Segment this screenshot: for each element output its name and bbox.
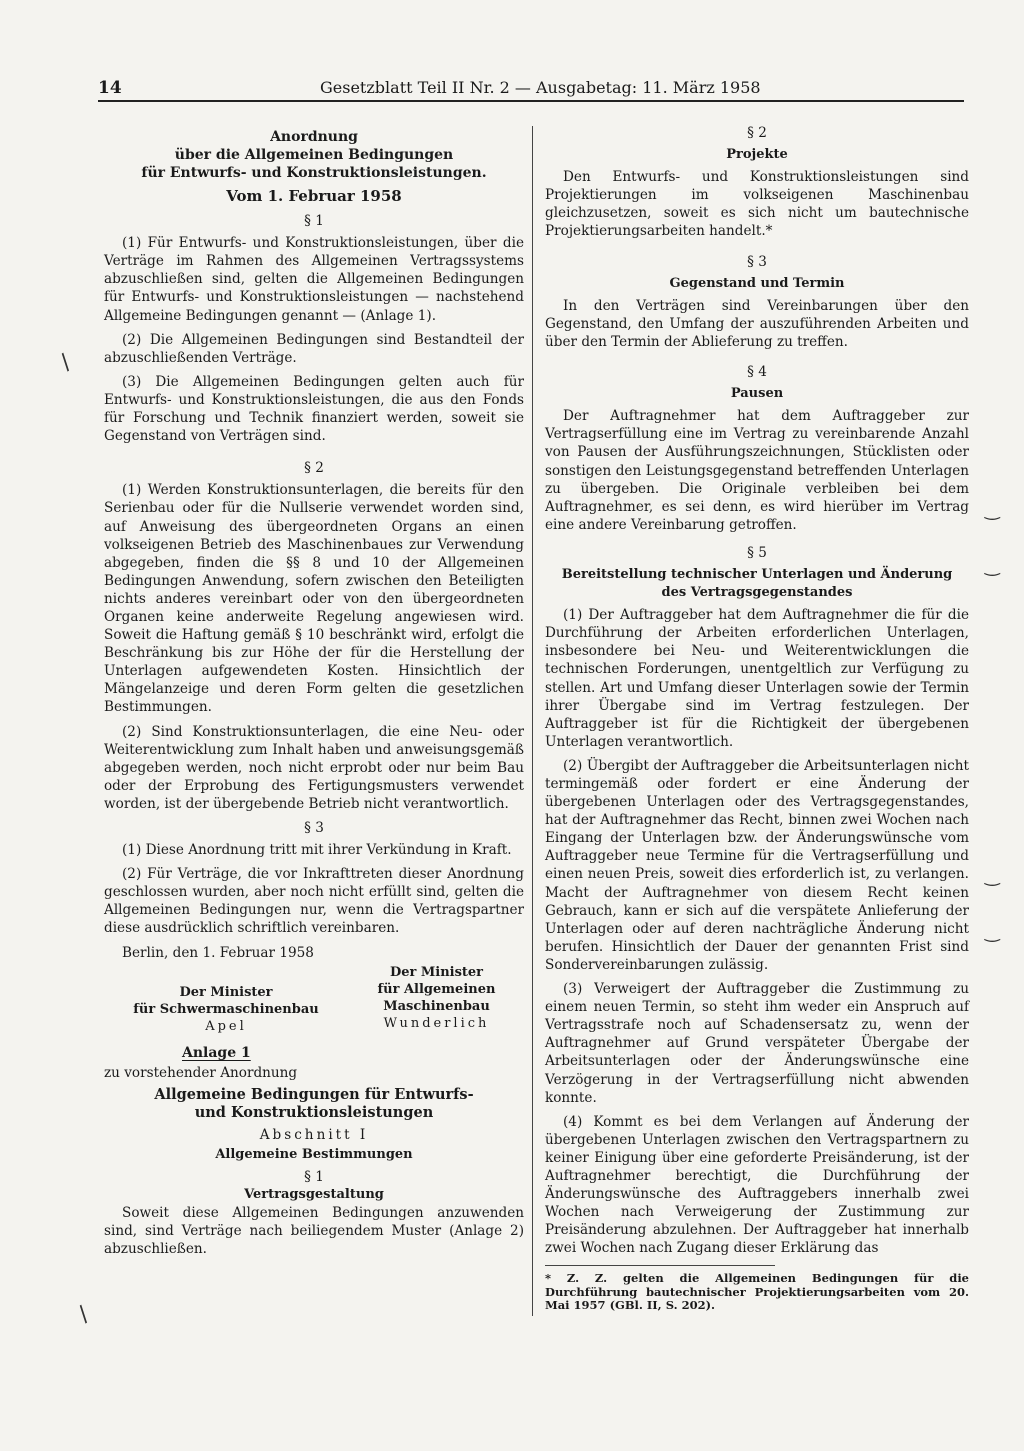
section-heading: § 1	[304, 213, 324, 230]
annex-heading: Anlage 1	[182, 1044, 251, 1061]
signatory-name: Apel	[205, 1018, 247, 1034]
section-heading: § 3	[747, 253, 767, 270]
section-heading: § 5	[747, 544, 767, 561]
signatory-ministry: Maschinenbau	[383, 998, 490, 1014]
paragraph: (3) Die Allgemeinen Bedingungen gelten auch für Entwurfs- und Konstruktionsleistungen, die aus den Fonds für Forschung und Technik finanziert werden, soweit sie Gegenstand von Verträgen sind.	[104, 373, 524, 445]
section-heading: § 3	[304, 820, 324, 836]
chapter-title: Allgemeine Bestimmungen	[215, 1146, 413, 1162]
section-title-line: des Vertragsgegenstandes	[661, 585, 853, 601]
margin-curve-mark: ‿	[985, 556, 1000, 577]
section-heading: § 1	[304, 1169, 324, 1186]
paragraph: (2) Für Verträge, die vor Inkrafttreten dieser Anordnung geschlossen wurden, aber noch nicht erfüllt sind, gelten die Allgemeinen Bedingungen nur, wenn die Vertragspartner diese ausdrücklich schriftlich vereinbaren.	[104, 866, 524, 937]
paragraph: (3) Verweigert der Auftraggeber die Zustimmung zu einem neuen Termin, so steht ihm weder ein Anspruch auf Vertragsstrafe noch auf Schadensersatz zu, wenn der Auftragnehmer auf Grund verspäteter Übergabe der Arbeitsunterlagen oder der Änderungswünsche eine Verzögerung in der Vertragserfüllung nicht abwenden konnte.	[545, 981, 969, 1106]
ordinance-date: Vom 1. Februar 1958	[226, 187, 402, 205]
paragraph: Soweit diese Allgemeinen Bedingungen anzuwenden sind, sind Verträge nach beiliegendem Muster (Anlage 2) abzuschließen.	[104, 1205, 524, 1258]
paragraph: Der Auftragnehmer hat dem Auftraggeber zur Vertragserfüllung eine im Vertrag zu vereinbarende Anzahl von Pausen der Ausführungszeichnungen, Stücklisten oder sonstigen den Leistungsgegenstand betreffenden Unterlagen zu übergeben. Die Originale verbleiben bei dem Auftragnehmer, es sei denn, es wird hierüber im Vertrag eine andere Vereinbarung getroffen.	[545, 408, 969, 533]
page-header	[98, 78, 964, 100]
paragraph: (2) Die Allgemeinen Bedingungen sind Bestandteil der abzuschließenden Verträge.	[104, 331, 524, 366]
paragraph: In den Verträgen sind Vereinbarungen über den Gegenstand, den Umfang der auszuführenden Arbeiten und über den Termin der Ablieferung zu treffen.	[545, 297, 969, 350]
ordinance-title-line: für Entwurfs- und Konstruktionsleistungen.	[141, 165, 487, 181]
section-heading: § 2	[304, 460, 324, 477]
conditions-title-line: und Konstruktionsleistungen	[194, 1103, 434, 1121]
annex-subtitle: zu vorstehender Anordnung	[104, 1064, 298, 1081]
running-title: Gesetzblatt Teil II Nr. 2 — Ausgabetag: 11. März 1958	[320, 78, 761, 97]
margin-curve-mark: ‿	[985, 500, 1000, 521]
paragraph: (1) Werden Konstruktionsunterlagen, die bereits für den Serienbau oder für die Nullserie verwendet worden sind, auf Anweisung des übergeordneten Organs an einen volkseigenen Betrieb des Maschinenbaues zur Verwendung abgegeben, finden die §§ 8 und 10 der Allgemeinen Bedingungen Anwendung, sofern zwischen den Beteiligten nichts anderes vereinbart oder von den übergeordneten Organen keine anderweite Regelung angewiesen wird. Soweit die Haftung gemäß § 10 beschränkt wird, erfolgt die Beschränkung bis zur Höhe der für die Herstellung der Unterlagen aufgewendeten Kosten. Hinsichtlich der Mängelanzeige und deren Form gelten die gesetzlichen Bestimmungen.	[104, 482, 524, 716]
place-date: Berlin, den 1. Februar 1958	[122, 944, 314, 961]
paragraph: Den Entwurfs- und Konstruktionsleistungen sind Projektierungen im volkseigenen Maschinenbau gleichzusetzen, soweit es sich nicht um bautechnische Projektierungsarbeiten handelt.*	[545, 169, 969, 240]
paragraph: (2) Übergibt der Auftraggeber die Arbeitsunterlagen nicht termingemäß oder fordert er eine Änderung der übergebenen Unterlagen oder des Vertragsgegenstandes, hat der Auftragnehmer das Recht, binnen zwei Wochen nach Eingang der Unterlagen bzw. der Änderungswünsche vom Auftraggeber neue Termine für die Vertragserfüllung und einen neuen Preis, soweit dies erforderlich ist, zu verlangen. Macht der Auftragnehmer von diesem Recht keinen Gebrauch, kann er sich auf die verspätete Anlieferung der Unterlagen oder auf deren nachträgliche Änderung nicht berufen. Hinsichtlich der Dauer der genannten Frist sind Sondervereinbarungen zulässig.	[545, 757, 969, 973]
ordinance-title-line: über die Allgemeinen Bedingungen	[174, 147, 454, 163]
section-title: Projekte	[726, 147, 788, 163]
signatory-ministry: für Allgemeinen	[377, 981, 496, 997]
margin-stroke-mark: /	[73, 1302, 94, 1327]
paragraph: (1) Für Entwurfs- und Konstruktionsleistungen, über die Verträge im Rahmen des Allgemeinen Vertragssystems abzuschließen sind, gelten die Allgemeinen Bedingungen für Entwurfs- und Konstruktionsleistungen — nachstehend Allgemeine Bedingungen genannt — (Anlage 1).	[104, 235, 524, 324]
section-title: Gegenstand und Termin	[669, 275, 845, 291]
section-heading: § 2	[747, 125, 767, 141]
header-rule	[98, 100, 964, 102]
section-title: Pausen	[730, 386, 784, 402]
signatory-title: Der Minister	[179, 984, 273, 1000]
chapter-heading: Abschnitt I	[259, 1126, 369, 1143]
signatory-name: Wunderlich	[383, 1015, 490, 1031]
ordinance-title-line: Anordnung	[270, 129, 358, 145]
left-column	[104, 128, 524, 1265]
page-number: 14	[98, 78, 122, 98]
column-rule	[532, 126, 533, 1316]
margin-curve-mark: ‿	[985, 866, 1000, 887]
margin-curve-mark: ‿	[985, 922, 1000, 943]
section-heading: § 4	[747, 364, 767, 381]
conditions-title-line: Allgemeine Bedingungen für Entwurfs-	[154, 1085, 474, 1103]
paragraph: (1) Diese Anordnung tritt mit ihrer Verkündung in Kraft.	[122, 842, 512, 859]
paragraph: (1) Der Auftraggeber hat dem Auftragnehmer die für die Durchführung der Arbeiten erforderlichen Unterlagen, insbesondere bei Neu- und Weiterentwicklungen die technischen Forderungen, unentgeltlich zur Verfügung zu stellen. Art und Umfang dieser Unterlagen sowie der Termin ihrer Übergabe sind im Vertrag festzulegen. Der Auftraggeber ist für die Richtigkeit der übergebenen Unterlagen verantwortlich.	[545, 607, 969, 750]
signatory-ministry: für Schwermaschinenbau	[133, 1001, 319, 1017]
margin-stroke-mark: /	[55, 350, 76, 375]
signature-block	[104, 964, 524, 1034]
section-title: Vertragsgestaltung	[244, 1187, 384, 1203]
section-title-line: Bereitstellung technischer Unterlagen und Änderung	[561, 566, 953, 582]
paragraph: (4) Kommt es bei dem Verlangen auf Änderung der übergebenen Unterlagen zwischen den Vertragspartnern zu keiner Einigung über eine geforderte Preisänderung, ist der Auftragnehmer berechtigt, die Durchführung der Änderungswünsche des Auftraggebers innerhalb zwei Wochen nach Verweigerung der Zustimmung zur Preisänderung abzulehnen. Der Auftraggeber hat innerhalb zwei Wochen nach Zugang dieser Erklärung das	[545, 1113, 969, 1257]
paragraph: (2) Sind Konstruktionsunterlagen, die eine Neu- oder Weiterentwicklung zum Inhalt haben und anweisungsgemäß abgegeben werden, noch nicht erprobt oder nur beim Bau oder der Erprobung des Fertigungsmusters verwendet worden, ist der übergebende Betrieb nicht verantwortlich.	[104, 723, 524, 812]
footnote: * Z. Z. gelten die Allgemeinen Bedingungen für die Durchführung bautechnischer Projektierungsarbeiten vom 20. Mai 1957 (GBl. II, S. 202).	[545, 1271, 969, 1313]
signatory-title: Der Minister	[389, 964, 484, 980]
right-column	[545, 120, 969, 1313]
